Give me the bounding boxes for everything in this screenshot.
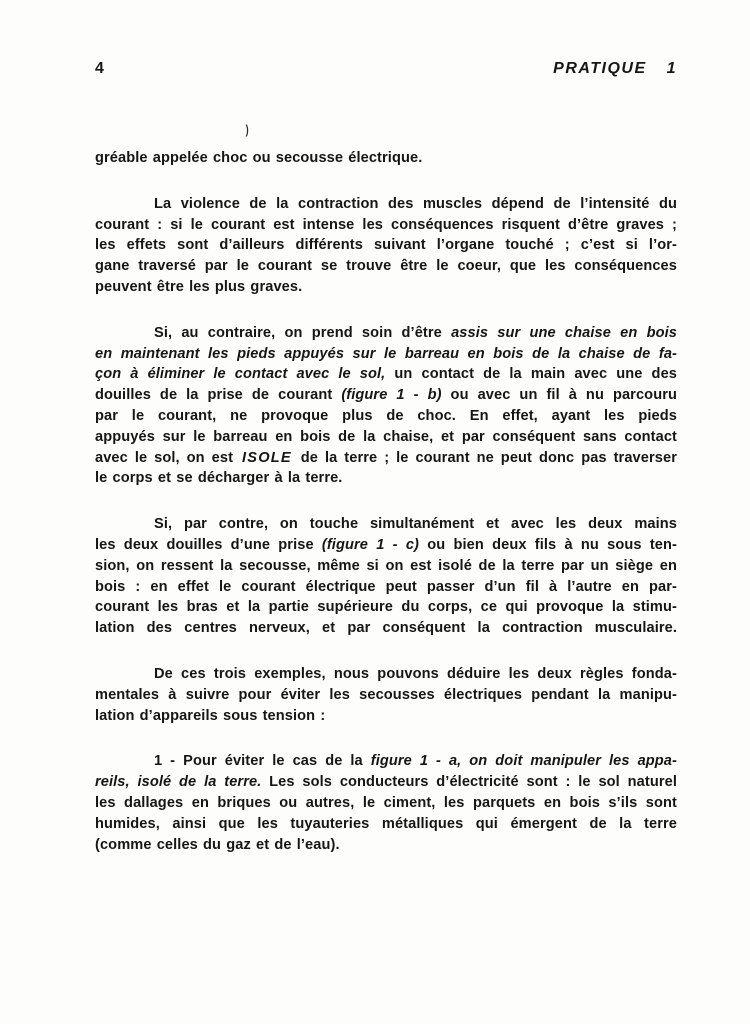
text-line — [95, 344, 677, 365]
text-line — [95, 556, 677, 577]
paragraph — [95, 664, 677, 726]
text-line — [95, 194, 677, 215]
text-line — [95, 577, 677, 598]
text-segment: humides, ainsi que les tuyauteries métalliques qui émergent de la terre — [95, 815, 677, 832]
text-segment: appuyés sur le barreau en bois de la chaise, et par conséquent sans contact — [95, 428, 677, 445]
text-line — [95, 514, 677, 535]
text-segment: les effets sont d’ailleurs différents suivant l’organe touché ; c’est si l’or- — [95, 237, 677, 254]
text-line — [95, 448, 677, 469]
scan-artifact-mark: ) — [245, 122, 249, 137]
text-line — [95, 406, 677, 427]
running-title: PRATIQUE 1 — [553, 60, 677, 77]
text-segment: courant les bras et la partie supérieure du corps, ce qui provoque la stimu- — [95, 599, 677, 616]
text-segment: lation d’appareils sous tension : — [95, 707, 326, 724]
text-segment: mentales à suivre pour éviter les secousses électriques pendant la manipu- — [95, 686, 677, 703]
text-segment: de la terre ; le courant ne peut donc pas traverser — [293, 449, 677, 466]
text-segment-emphasis: reils, isolé de la terre. — [95, 774, 262, 791]
text-segment: (comme celles du gaz et de l’eau). — [95, 836, 340, 853]
text-segment: les dallages en briques ou autres, le ciment, les parquets en bois s’ils sont — [95, 794, 677, 811]
text-line — [95, 814, 677, 835]
text-segment: sion, on ressent la secousse, même si on est isolé de la terre par un siège en — [95, 557, 677, 574]
text-segment-emphasis: (figure 1 - c) — [321, 536, 419, 553]
text-line — [95, 772, 677, 793]
text-segment: Les sols conducteurs d’électricité sont : le sol naturel — [261, 774, 677, 791]
text-line — [95, 277, 677, 298]
text-segment: bois : en effet le courant électrique peut passer d’un fil à l’autre en par- — [95, 578, 677, 595]
text-segment: les deux douilles d’une prise — [95, 536, 322, 553]
text-segment: ou bien deux fils à nu sous ten- — [419, 536, 677, 553]
body-text — [95, 148, 677, 855]
text-segment-emphasis: en maintenant les pieds appuyés sur le barreau en bois de la chaise de fa- — [95, 345, 677, 362]
text-line — [95, 323, 677, 344]
text-segment: gréable appelée choc ou secousse électrique. — [95, 150, 423, 166]
text-segment: La violence de la contraction des muscles dépend de l’intensité du — [154, 195, 677, 212]
text-segment: le corps et se décharger à la terre. — [95, 470, 343, 487]
text-segment-emphasis: figure 1 - a, on doit manipuler les appa- — [370, 753, 677, 770]
text-segment: De ces trois exemples, nous pouvons déduire les deux règles fonda- — [154, 665, 677, 682]
text-segment: avec le sol, on est — [95, 449, 240, 466]
page-header — [95, 60, 677, 78]
text-line — [95, 235, 677, 256]
text-line — [95, 706, 677, 727]
text-line — [95, 793, 677, 814]
text-line — [95, 535, 677, 556]
text-line — [95, 685, 677, 706]
text-line — [95, 597, 677, 618]
text-line — [95, 364, 677, 385]
text-segment: peuvent être les plus graves. — [95, 278, 303, 295]
text-segment: lation des centres nerveux, et par conséquent la contraction musculaire. — [95, 620, 677, 637]
text-line — [95, 468, 677, 489]
paragraph — [95, 514, 677, 639]
text-line — [95, 385, 677, 406]
text-line — [95, 664, 677, 685]
text-segment: Si, par contre, on touche simultanément et avec les deux mains — [154, 516, 677, 533]
text-line — [95, 618, 677, 639]
text-segment-emphasis: çon à éliminer le contact avec le sol, — [95, 366, 386, 383]
text-segment: douilles de la prise de courant — [95, 387, 342, 404]
text-segment: par le courant, ne provoque plus de choc. En effet, ayant les pieds — [95, 407, 677, 424]
paragraph — [95, 194, 677, 298]
text-segment-emphasis: (figure 1 - b) — [341, 387, 442, 404]
text-segment: 1 - Pour éviter le cas de la — [154, 753, 371, 770]
text-line — [95, 835, 677, 856]
text-segment: un contact de la main avec une des — [385, 366, 678, 383]
text-line — [95, 256, 677, 277]
page-number: 4 — [95, 60, 105, 77]
text-line — [95, 148, 677, 169]
text-line — [95, 215, 677, 236]
text-segment: gane traversé par le courant se trouve être le coeur, que les conséquences — [95, 258, 677, 275]
text-segment-emphasis: ISOLE — [242, 449, 292, 466]
text-line — [95, 751, 677, 772]
text-segment-emphasis: assis sur une chaise en bois — [451, 324, 677, 341]
text-segment: Si, au contraire, on prend soin d’être — [154, 324, 452, 341]
text-line — [95, 427, 677, 448]
paragraph — [95, 148, 677, 169]
paragraph — [95, 323, 677, 489]
paragraph — [95, 751, 677, 855]
text-segment: ou avec un fil à nu parcouru — [441, 387, 677, 404]
text-segment: courant : si le courant est intense les conséquences risquent d’être graves ; — [95, 216, 677, 233]
